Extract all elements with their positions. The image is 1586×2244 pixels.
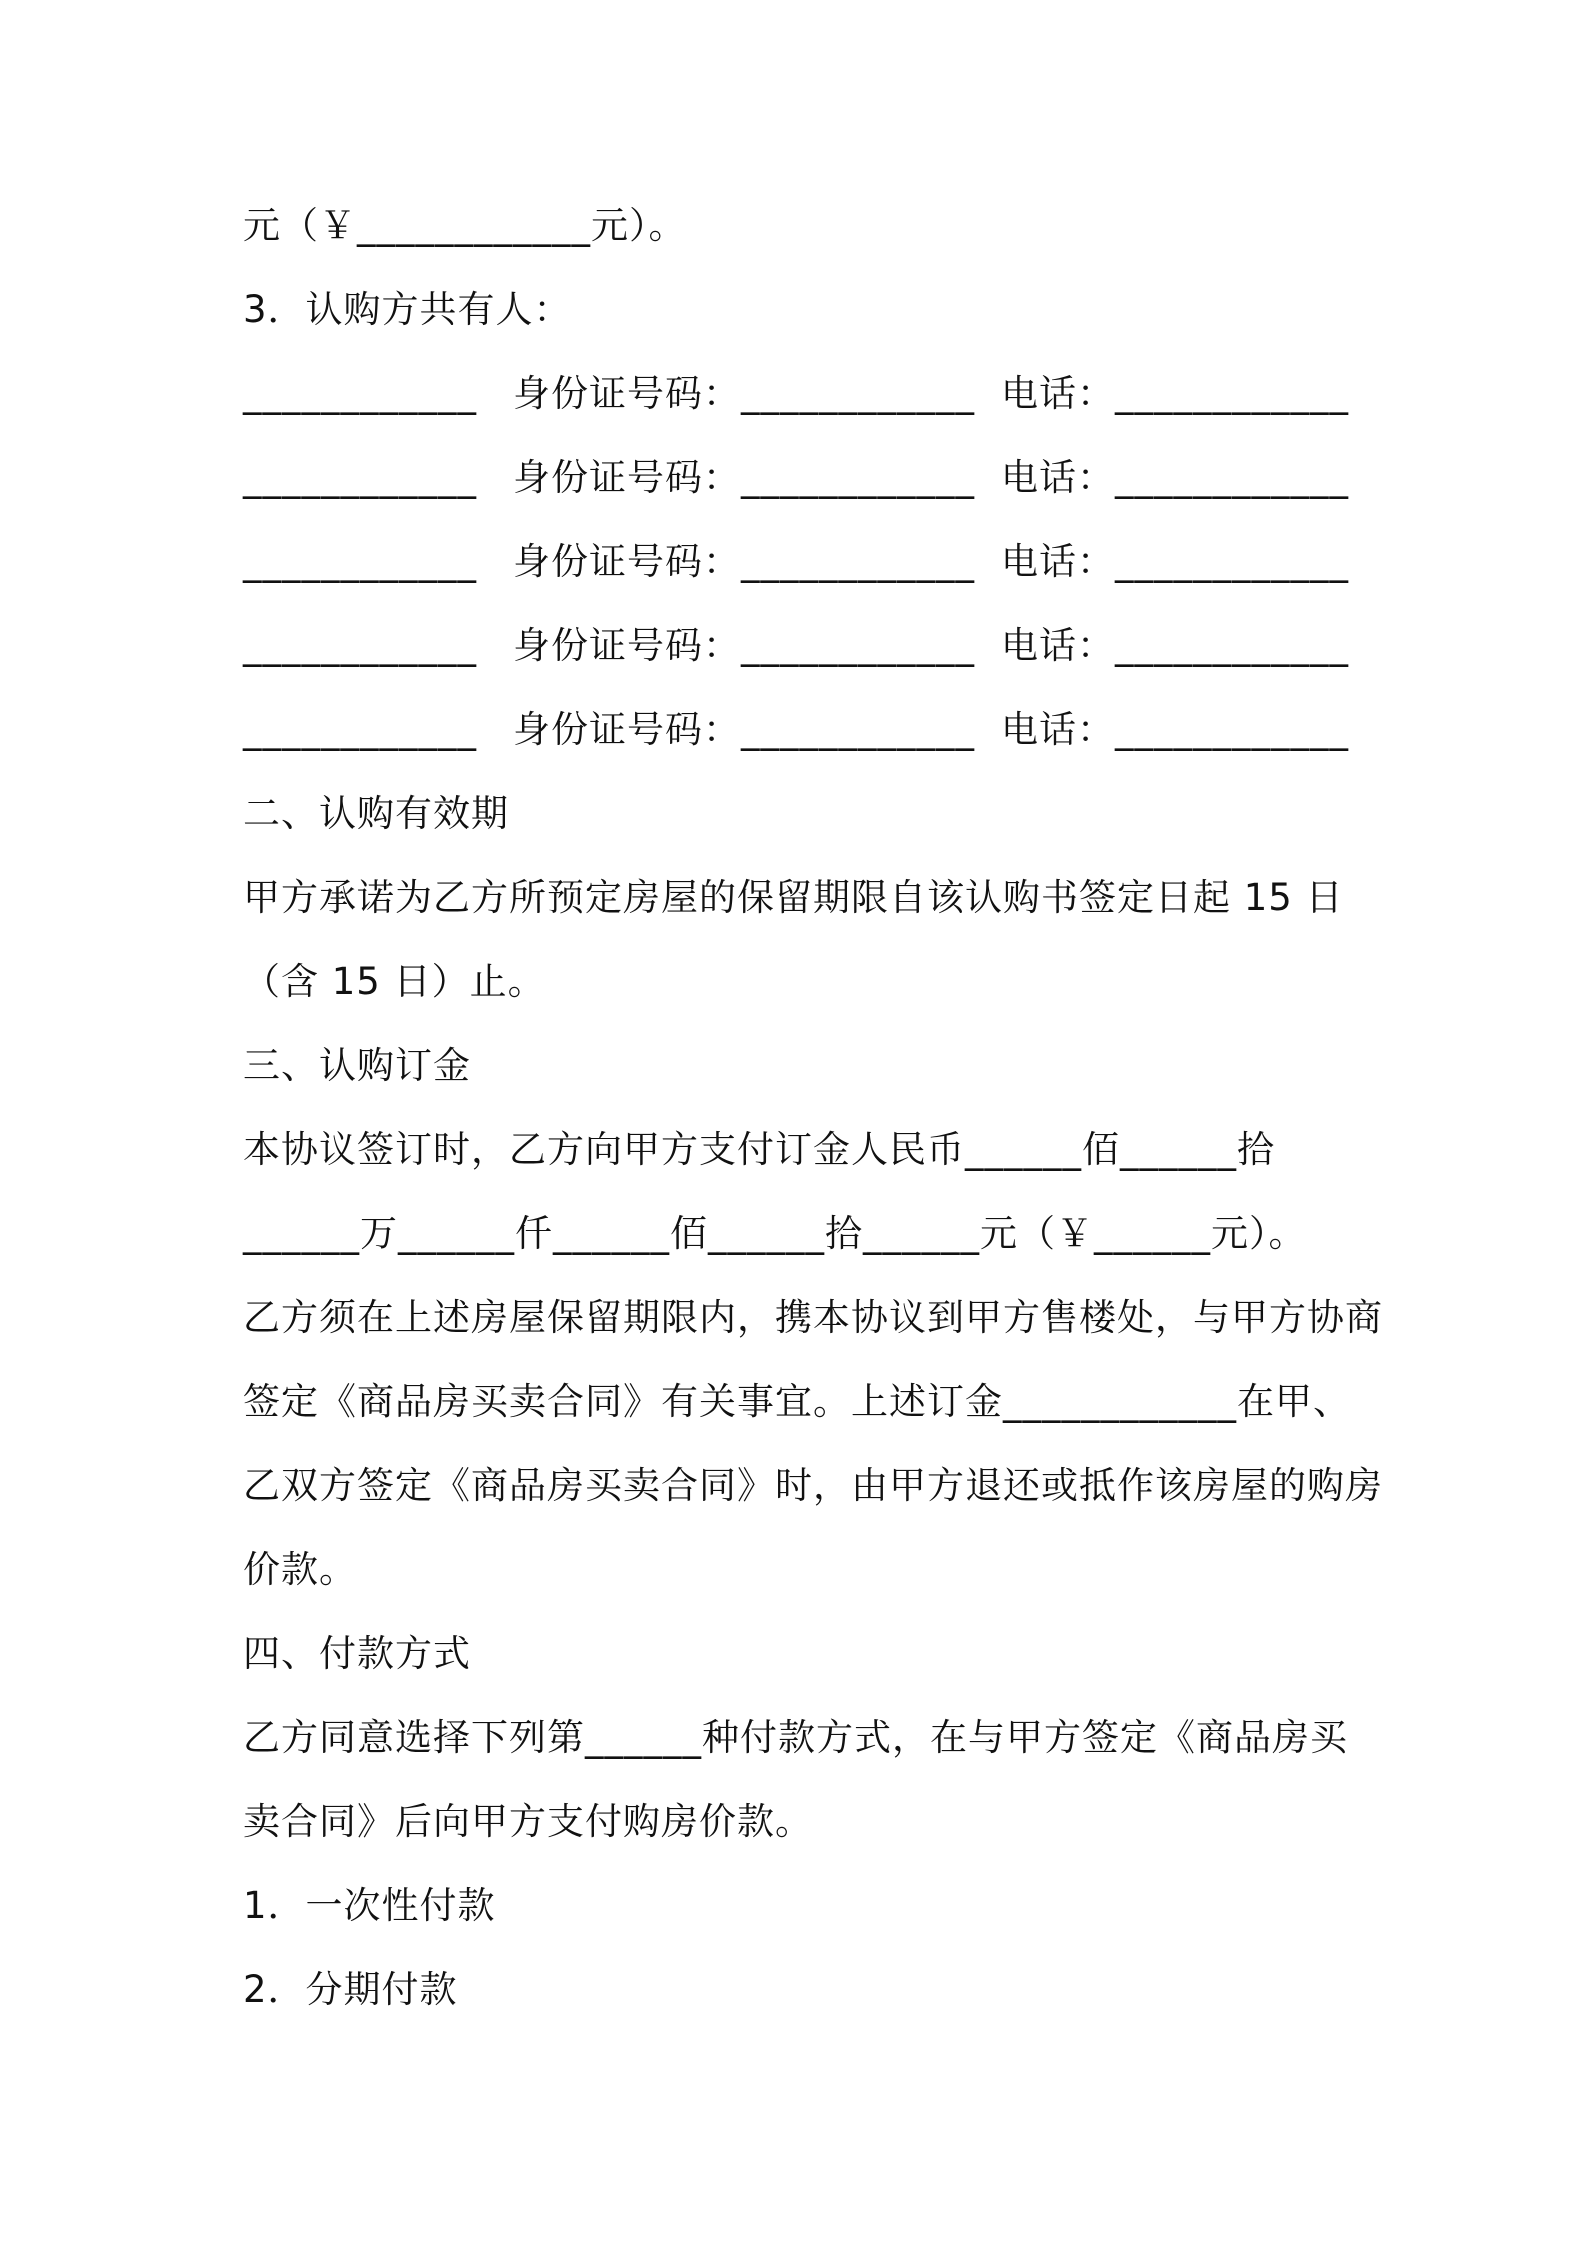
co-buyer-id-field: 身份证号码：____________ (513, 624, 975, 667)
co-buyer-id-field: 身份证号码：____________ (513, 708, 975, 751)
section-4-paragraph-line: 卖合同》后向甲方支付购房价款。 (243, 1800, 813, 1843)
co-buyer-name-blank: ____________ (243, 624, 477, 667)
co-buyer-phone-field: 电话：____________ (1001, 540, 1349, 583)
payment-option-2: 2．分期付款 (243, 1968, 458, 2011)
section-2-paragraph-line: （含 15 日）止。 (243, 960, 546, 1003)
co-buyer-row (243, 352, 1363, 436)
section-4-title: 四、付款方式 (243, 1632, 471, 1675)
co-buyer-id-field: 身份证号码：____________ (513, 456, 975, 499)
co-buyer-id-field: 身份证号码：____________ (513, 540, 975, 583)
co-buyer-id-field: 身份证号码：____________ (513, 372, 975, 415)
payment-option-1: 1．一次性付款 (243, 1884, 496, 1927)
co-buyer-row (243, 688, 1363, 772)
co-buyer-row (243, 520, 1363, 604)
section-3-paragraph-line: 本协议签订时，乙方向甲方支付订金人民币______佰______拾 (243, 1128, 1275, 1171)
co-buyer-name-blank: ____________ (243, 540, 477, 583)
amount-tail-line: 元（￥____________元）。 (243, 204, 687, 247)
co-buyer-name-blank: ____________ (243, 708, 477, 751)
section-2-title: 二、认购有效期 (243, 792, 509, 835)
section-3-title: 三、认购订金 (243, 1044, 471, 1087)
section-3-paragraph-line: 乙双方签定《商品房买卖合同》时，由甲方退还或抵作该房屋的购房 (243, 1464, 1383, 1507)
co-buyer-name-blank: ____________ (243, 372, 477, 415)
co-buyer-row (243, 436, 1363, 520)
co-buyer-phone-field: 电话：____________ (1001, 456, 1349, 499)
section-3-paragraph-line: 价款。 (243, 1548, 357, 1591)
section-2-paragraph-line: 甲方承诺为乙方所预定房屋的保留期限自该认购书签定日起 15 日 (243, 876, 1344, 919)
section-3-paragraph-line: ______万______仟______佰______拾______元（￥______元）。 (243, 1212, 1307, 1255)
co-buyer-phone-field: 电话：____________ (1001, 708, 1349, 751)
co-buyer-phone-field: 电话：____________ (1001, 372, 1349, 415)
section-3-paragraph-line: 签定《商品房买卖合同》有关事宜。上述订金____________在甲、 (243, 1380, 1351, 1423)
co-buyer-name-blank: ____________ (243, 456, 477, 499)
co-buyer-phone-field: 电话：____________ (1001, 624, 1349, 667)
section-3-paragraph-line: 乙方须在上述房屋保留期限内，携本协议到甲方售楼处，与甲方协商 (243, 1296, 1383, 1339)
section-4-paragraph-line: 乙方同意选择下列第______种付款方式，在与甲方签定《商品房买 (243, 1716, 1348, 1759)
co-buyer-row (243, 604, 1363, 688)
co-buyers-heading: 3．认购方共有人： (243, 288, 572, 331)
